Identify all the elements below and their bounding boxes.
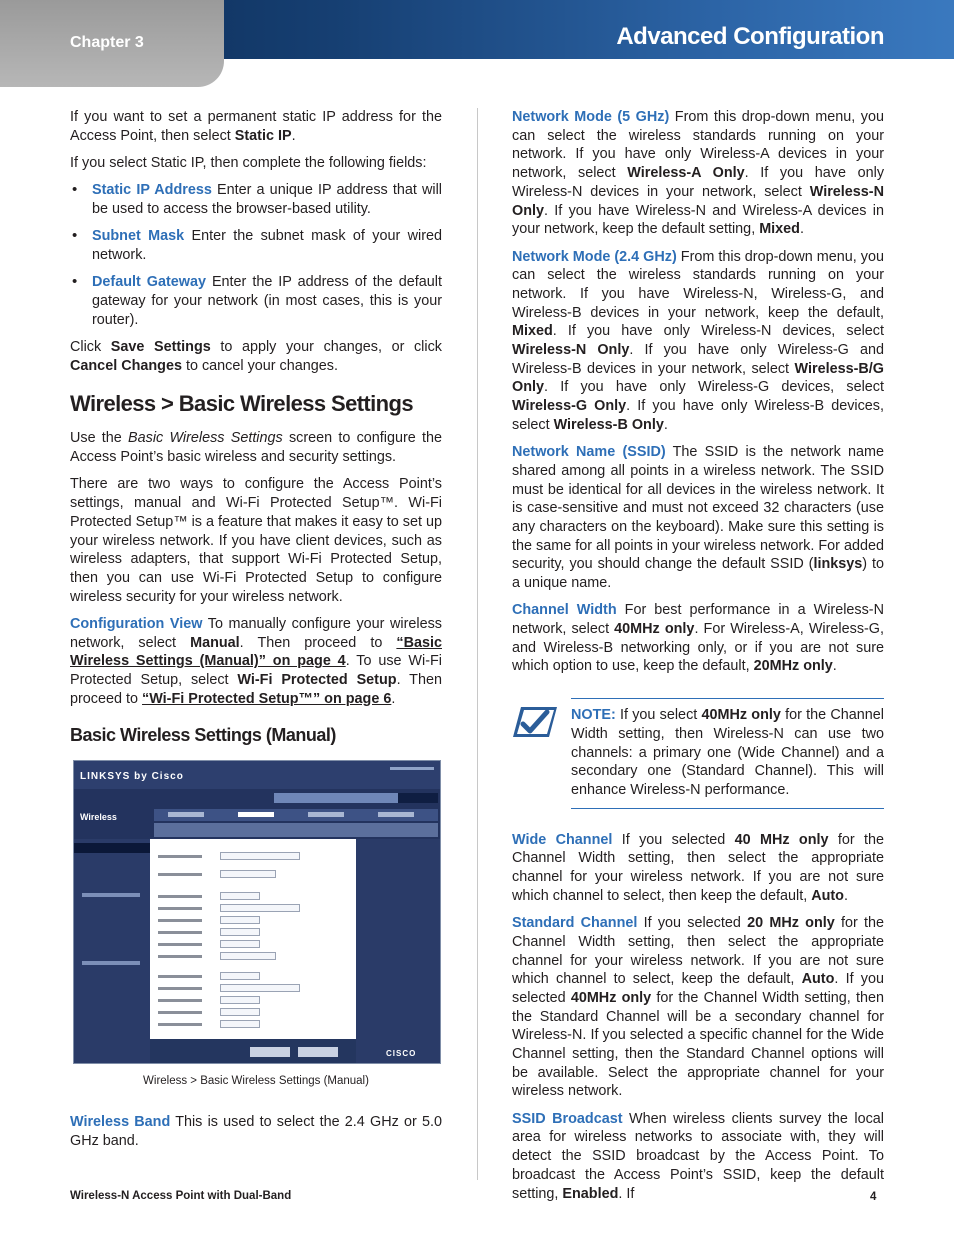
network-mode-24ghz: Network Mode (2.4 GHz) From this drop-down menu, you can select the wireless standards running on your network. If you have Wireless-N, Wireless-G, and Wireless-B devices in your network, keep the default, Mixed. If you have only Wireless-N devices, select Wireless-N Only. If you have only Wireless-G and Wireless-B devices in your network, select Wireless-B/G Only. If you have only Wireless-G devices, select Wireless-G Only. If you have only Wireless-B devices, select Wireless-B Only. [512, 248, 884, 433]
network-name-ssid: Network Name (SSID) The SSID is the network name shared among all points in a wireless network. The SSID must be identical for all devices in the wireless network. It is case-sensitive and must not exceed 32 characters (use any characters on the keyboard). Make sure this setting is the same for all points in your wireless network. For added security, you should change the default SSID (linksys) to a unique name. [512, 444, 885, 592]
static-ip-intro: If you want to set a permanent static IP address for the Access Point, then select Static IP. [70, 109, 442, 144]
screenshot-left-pane [74, 839, 150, 1064]
screenshot-tabs [154, 809, 438, 821]
channel-width: Channel Width For best performance in a Wireless-N network, select 40MHz only. For Wireless-A, Wireless-G, and Wireless-B networking only, or if you are not sure which option to use, keep the default, 20MHz only. [512, 602, 884, 675]
configuration-view: Configuration View To manually configure your wireless network, select Manual. Then proceed to “Basic Wireless Settings (Manual)” on page 4. To use Wi-Fi Protected Setup, select Wi-Fi Protected Setup. Then proceed to “Wi-Fi Protected Setup™” on page 6. [70, 615, 442, 707]
firmware-text [390, 767, 434, 770]
list-item: • Static IP Address Enter a unique IP address that will be used to access the browser-based utility. [70, 181, 442, 218]
manual-settings-link[interactable]: “Basic Wireless Settings (Manual)” on page 4 [70, 634, 442, 670]
column-divider [477, 108, 478, 1180]
cancel-changes-button [298, 1047, 338, 1057]
left-column [70, 108, 442, 1159]
page-header-title: Advanced Configuration [616, 23, 884, 50]
standard-channel: Standard Channel If you selected 20 MHz only for the Channel Width setting, then select the appropriate channel for your wireless network. If you are not sure which channel to select, keep the default, Auto. If you selected 40MHz only for the Channel Width setting, then the Standard Channel will be a secondary channel for Wireless-N. If you selected a specific channel for the Wide Channel setting, then the Standard Channel options will be available. Select the appropriate channel for your wireless network. [512, 915, 885, 1100]
screenshot-nav-label: Wireless [80, 812, 117, 823]
screenshot-right-pane [356, 839, 441, 1064]
wireless-band: Wireless Band This is used to select the 2.4 GHz or 5.0 GHz band. [70, 1114, 442, 1149]
chapter-label: Chapter 3 [70, 34, 144, 51]
static-ip-fields-intro: If you select Static IP, then complete the following fields: [70, 155, 427, 171]
network-mode-5ghz: Network Mode (5 GHz) From this drop-down menu, you can select the wireless standards running on your network. If you have only Wireless-A devices in your network, select Wireless-A Only. If you have only Wireless-N devices in your network, select Wireless-N Only. If you have Wireless-N and Wireless-A devices in your network, keep the default setting, Mixed. [512, 109, 885, 238]
screenshot-left-header [74, 843, 150, 853]
wps-link[interactable]: “Wi-Fi Protected Setup™” on page 6 [142, 690, 392, 707]
page-number: 4 [870, 1191, 877, 1203]
model-box [398, 793, 438, 803]
linksys-logo: LINKSYS by Cisco [80, 771, 184, 783]
cisco-logo: CISCO [386, 1049, 417, 1059]
checkmark-note-icon [511, 705, 559, 739]
save-instructions: Click Save Settings to apply your changes, or click Cancel Changes to cancel your changes. [70, 339, 442, 374]
subsection-heading: Basic Wireless Settings (Manual) [70, 725, 336, 746]
list-item: • Subnet Mask Enter the subnet mask of your wired network. [70, 227, 442, 264]
ssid-broadcast: SSID Broadcast When wireless clients survey the local area for wireless networks to associate with, they will detect the SSID broadcast by the Access Point. To broadcast the Access Point’s SSID, keep the default setting, Enabled. If [512, 1110, 884, 1202]
screenshot-figure [73, 760, 441, 1064]
screenshot-subtabs [154, 823, 438, 837]
configuration-ways: There are two ways to configure the Access Point’s settings, manual and Wi-Fi Protected Setup™. Wi-Fi Protected Setup™ is a feature that makes it easy to set up your wireless network. If you have client devices, such as wireless adapters, that support Wi-Fi Protected Setup, then you can use Wi-Fi Protected Setup to configure wireless security for your wireless network. [70, 476, 442, 605]
section-heading: Wireless > Basic Wireless Settings [70, 391, 413, 417]
basic-wireless-intro: Use the Basic Wireless Settings screen to configure the Access Point’s basic wireless and security settings. [70, 430, 442, 466]
list-item: • Default Gateway Enter the IP address of the default gateway for your network (in most cases, this is your router). [70, 273, 442, 329]
static-ip-field-list [70, 181, 442, 329]
screenshot-form [150, 839, 356, 1039]
note-box: NOTE: If you select 40MHz only for the Channel Width setting, then Wireless-N can use two channels: a primary one (Wide Channel) and a secondary one (Standard Channel). This will enhance Wireless-N performance. [571, 698, 884, 809]
footer-product: Wireless-N Access Point with Dual-Band [70, 1190, 292, 1202]
save-settings-button [250, 1047, 290, 1057]
wide-channel: Wide Channel If you selected 40 MHz only for the Channel Width setting, then select the appropriate channel for your wireless network. If you are not sure which channel to select, then keep the default, Auto. [512, 831, 885, 904]
right-column [512, 108, 884, 1212]
figure-caption: Wireless > Basic Wireless Settings (Manual) [143, 1075, 369, 1088]
product-name-bar [274, 793, 398, 803]
